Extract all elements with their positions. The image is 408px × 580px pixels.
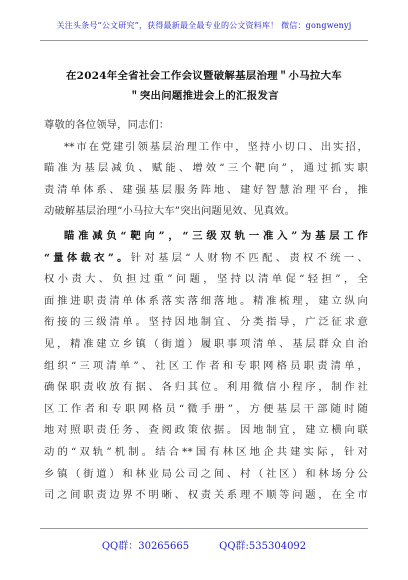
footer bbox=[0, 537, 408, 552]
footer-qq-group-2: QQ群:535304092 bbox=[219, 541, 307, 552]
header-divider bbox=[40, 40, 368, 41]
paragraph-line: 司之间职责边界不明晰、权责关系理不顺等问题，在全市 bbox=[44, 489, 368, 502]
paragraph-line-rest: 针对基层“人财物不匹配、责权不统一、 bbox=[130, 251, 368, 264]
paragraph-2 bbox=[44, 226, 368, 507]
footer-divider bbox=[40, 528, 368, 529]
paragraph-line: 乡镇（街道）和林业局公司之间、村（社区）和林场分公 bbox=[44, 467, 368, 480]
salutation: 尊敬的各位领导，同志们： bbox=[44, 119, 170, 131]
title-line-2: ＂突出问题推进会上的汇报发言 bbox=[129, 90, 279, 102]
paragraph-line: 动的“双轨”机制。结合**国有林区地企共建实际，针对 bbox=[44, 445, 368, 458]
paragraph-line: 组织“三项清单”、社区工作者和专职网格员职责清单， bbox=[44, 359, 368, 372]
paragraph-line: 瞄准为基层减负、赋能、增效“三个靶向”，通过抓实职 bbox=[44, 162, 368, 175]
title-line-1: 在2024年全省社会工作会议暨破解基层治理＂小马拉大车 bbox=[65, 70, 342, 82]
header-banner: 关注头条号“公文研究”，获得最新最全最专业的公文资料库！ 微信：gongwenyj bbox=[56, 21, 352, 30]
paragraph-line: 权小责大、负担过重”问题，坚持以清单促“轻担”，全 bbox=[44, 273, 368, 286]
paragraph-line: **市在党建引领基层治理工作中，坚持小切口、出实招， bbox=[64, 140, 368, 153]
paragraph-line: 责清单体系、建强基层服务阵地、建好智慧治理平台，推 bbox=[44, 183, 368, 196]
paragraph-line: 衔接的三级清单。坚持因地制宜、分类指导，广泛征求意 bbox=[44, 316, 368, 329]
section-heading-tail: “量体裁衣”。 bbox=[44, 251, 131, 264]
section-heading: 瞄准减负“靶向”，“三级双轨一准入”为基层工作 bbox=[64, 229, 368, 242]
paragraph-line: 动破解基层治理“小马拉大车”突出问题见效、见真效。 bbox=[44, 205, 296, 218]
paragraph-line: 区工作者和专职网格员“微手册”，方便基层干部随时随 bbox=[44, 402, 368, 415]
paragraph-line: 确保职责收放有据、各归其位。利用微信小程序，制作社 bbox=[44, 381, 368, 394]
paragraph-1 bbox=[44, 137, 368, 223]
footer-qq-group-1: QQ群：30265665 bbox=[101, 541, 190, 552]
paragraph-line: 见，精准建立乡镇（街道）履职事项清单、基层群众自治 bbox=[44, 337, 368, 350]
document-title bbox=[40, 66, 368, 106]
paragraph-line: 地对照职责任务、查阅政策依据。因地制宜，建立横向联 bbox=[44, 424, 368, 437]
document-body bbox=[44, 115, 368, 507]
paragraph-line: 面推进职责清单体系落实落细落地。精准梳理，建立纵向 bbox=[44, 294, 368, 307]
paragraph-line bbox=[44, 248, 368, 270]
